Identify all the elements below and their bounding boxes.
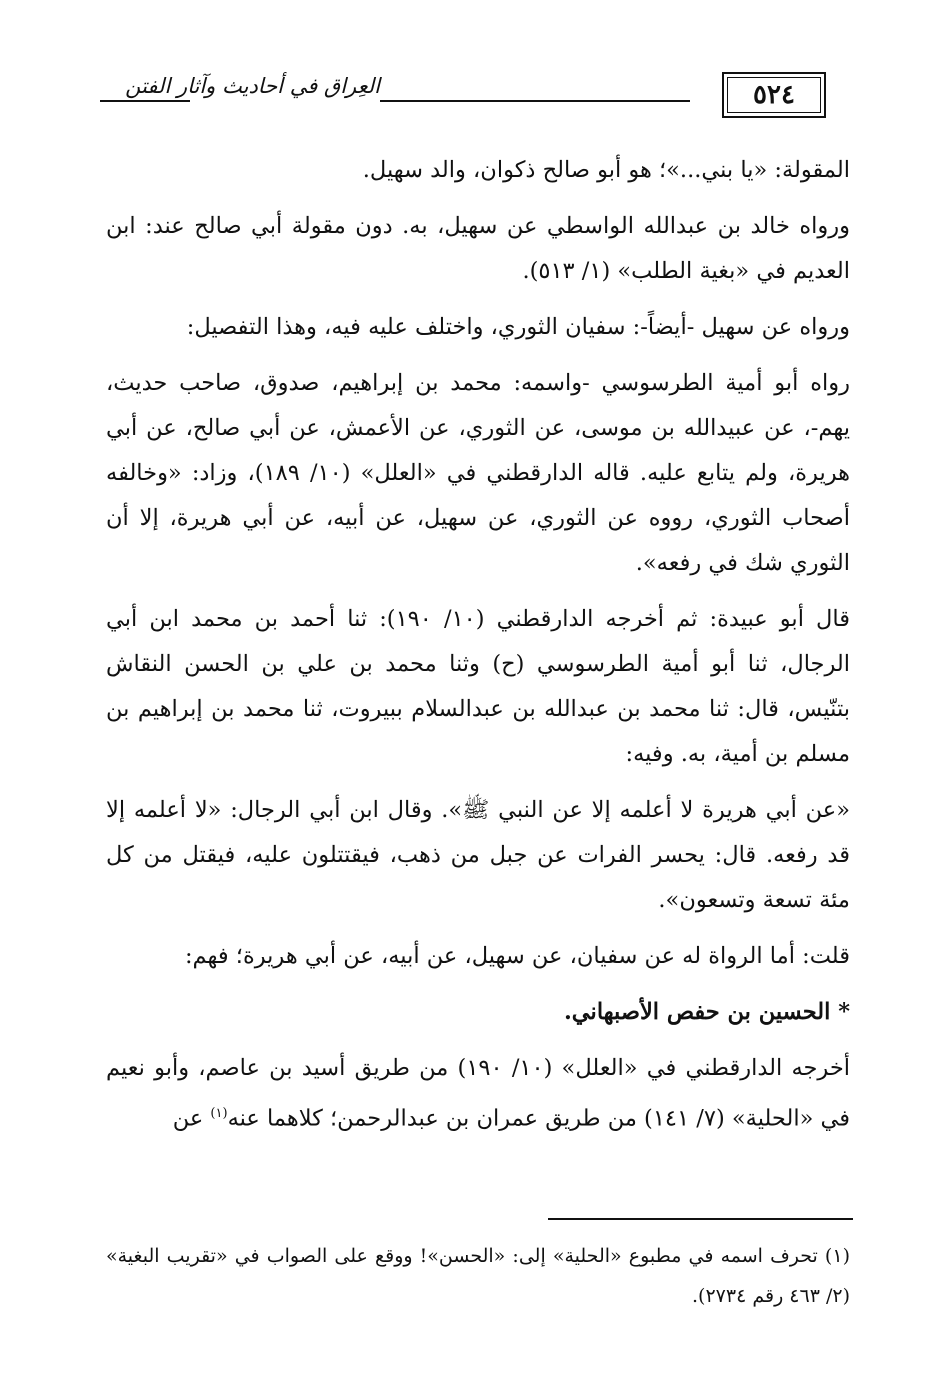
paragraph-6: «عن أبي هريرة لا أعلمه إلا عن النبي ﷺ». وقال ابن أبي الرجال: «لا أعلمه إلا قد رفعه. قال: يحسر الفرات عن جبل من ذهب، فيقتتلون عليه، فيقتل من كل مئة تسعة وتسعون». xyxy=(106,797,850,913)
footnote-1: (١) تحرف اسمه في مطبوع «الحلية» إلى: «الحسن»! ووقع على الصواب في «تقريب البغية» (٢/ ٤٦٣ رقم ٢٧٣٤). xyxy=(106,1245,850,1307)
footnote-separator xyxy=(548,1218,853,1220)
paragraph-8-text: أخرجه الدارقطني في «العلل» (١٠/ ١٩٠) من طريق أسيد بن عاصم، وأبو نعيم في «الحلية» (٧/ ١٤١) من طريق عمران بن عبدالرحمن؛ كلاهما عنه xyxy=(106,1055,850,1132)
bullet-heading: * الحسين بن حفص الأصبهاني. xyxy=(563,999,850,1025)
page-number: ٥٢٤ xyxy=(722,72,826,118)
paragraph-7: قلت: أما الرواة له عن سفيان، عن سهيل، عن أبيه، عن أبي هريرة؛ فهم: xyxy=(184,943,850,969)
paragraph-2: ورواه خالد بن عبدالله الواسطي عن سهيل، به. دون مقولة أبي صالح عند: ابن العديم في «بغية الطلب» (١/ ٥١٣). xyxy=(106,213,850,284)
paragraph-8-tail: عن xyxy=(172,1105,211,1132)
paragraph-8 xyxy=(106,1046,850,1142)
header-rule-left xyxy=(100,100,190,102)
running-title: العِراق في أحاديث وآثار الفتن xyxy=(125,74,380,98)
paragraph-1: المقولة: «يا بني...»؛ هو أبو صالح ذكوان، والد سهيل. xyxy=(362,157,850,183)
paragraph-3: ورواه عن سهيل -أيضاً-: سفيان الثوري، واختلف عليه فيه، وهذا التفصيل: xyxy=(186,314,850,340)
main-text xyxy=(106,148,850,1153)
paragraph-5: قال أبو عبيدة: ثم أخرجه الدارقطني (١٠/ ١٩٠): ثنا أحمد بن محمد ابن أبي الرجال، ثنا أبو أمية الطرسوسي (ح) وثنا محمد بن علي بن الحسن النقاش بتنّيس، قال: ثنا محمد بن عبدالله بن عبدالسلام ببيروت، ثنا محمد بن إبراهيم بن مسلم بن أمية، به. وفيه: xyxy=(106,606,851,767)
footnote-reference[interactable]: (١) xyxy=(210,1106,228,1121)
header-rule-middle xyxy=(380,100,690,102)
paragraph-4: رواه أبو أمية الطرسوسي -واسمه: محمد بن إبراهيم، صدوق، صاحب حديث، يهم-، عن عبيدالله بن موسى، عن الثوري، عن الأعمش، عن أبي صالح، عن أبي هريرة، ولم يتابع عليه. قاله الدارقطني في «العلل» (١٠/ ١٨٩)، وزاد: «وخالفه أصحاب الثوري، رووه عن الثوري، عن سهيل، عن أبيه، عن أبي هريرة، إلا أن الثوري شك في رفعه». xyxy=(106,370,851,576)
page-header xyxy=(100,62,855,132)
